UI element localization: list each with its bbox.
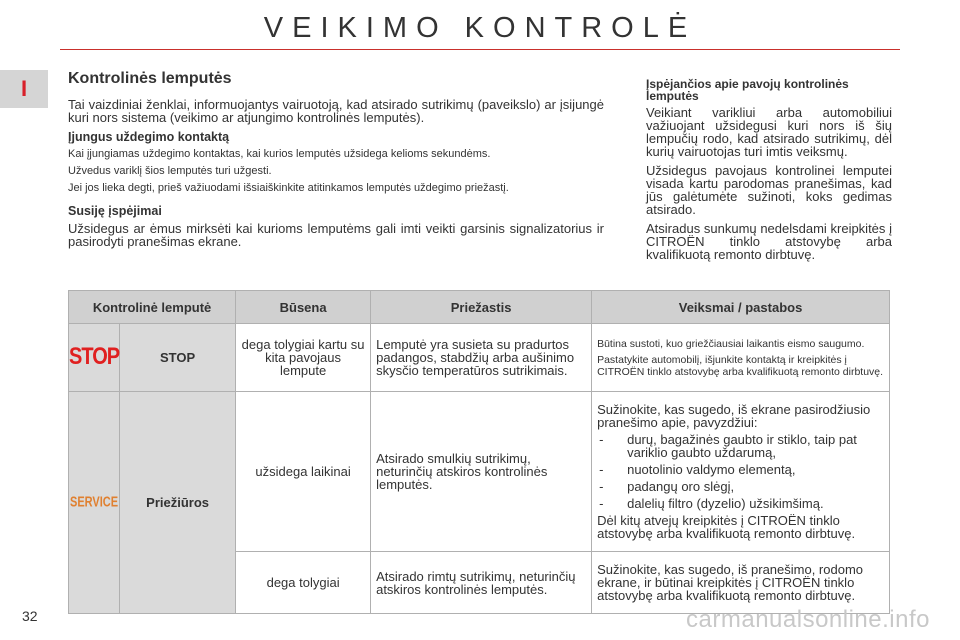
- page-number: 32: [22, 608, 38, 624]
- service-warning-icon: SERVICE: [70, 495, 119, 511]
- list-item: - dalelių filtro (dyzelio) užsikimšimą.: [597, 497, 884, 510]
- warning-lamp-table: [68, 290, 890, 614]
- intro-text: Tai vaizdiniai ženklai, informuojantys vairuotoją, kad atsirado sutrikimų (paveikslo) ar įsijungė kuri nors sistema (veikimo ar atjungimo kontrolinės lemputės).: [68, 97, 604, 125]
- lamp-action: [592, 392, 890, 552]
- action-list: [597, 433, 884, 510]
- table-header-row: [69, 291, 890, 324]
- lamp-action: Sužinokite, kas sugedo, iš pranešimo, rodomo ekrane, ir būtinai kreipkitės į CITROËN tinklo atstovybę arba kvalifikuotą remonto dirbtuvę.: [592, 552, 890, 614]
- alert-info-paragraph: Užsidegus pavojaus kontrolinei lemputei visada kartu parodomas pranešimas, kad jūs galėtumėte sužinoti, koks gedimas atsirado.: [646, 163, 892, 217]
- stop-lamp-cell: [69, 324, 120, 392]
- lamp-cause: Atsirado smulkių sutrikimų, neturinčių atskiros kontrolinės lemputės.: [371, 392, 592, 552]
- table-row-stop: [69, 324, 890, 392]
- ignition-line: Kai įjungiamas uždegimo kontaktas, kai kurios lemputės užsidega kelioms sekundėms.: [68, 148, 491, 160]
- ignition-line: Užvedus variklį šios lemputės turi užgesti.: [68, 165, 272, 177]
- stop-warning-icon: STOP: [69, 343, 120, 370]
- lamp-cause: Lemputė yra susieta su pradurtos padangos, stabdžių arba aušinimo skysčio temperatūros sutrikimais.: [371, 324, 592, 392]
- action-intro: Sužinokite, kas sugedo, iš ekrane pasirodžiusio pranešimo apie, pavyzdžiui:: [597, 402, 871, 430]
- table-row-service-temporary: [69, 392, 890, 552]
- chapter-tab: [0, 70, 48, 108]
- title-divider: [60, 49, 900, 50]
- list-item: - nuotolinio valdymo elementą,: [597, 463, 884, 476]
- action-text: Būtina sustoti, kuo griežčiausiai laikantis eismo saugumo.: [597, 337, 865, 350]
- lamp-cause: Atsirado rimtų sutrikimų, neturinčių atskiros kontrolinės lemputės.: [371, 552, 592, 614]
- intro-heading: Kontrolinės lemputės: [68, 70, 232, 87]
- chapter-tab-label: I: [20, 76, 28, 101]
- lamp-name: Priežiūros: [120, 392, 236, 614]
- alert-info-heading: Įspėjančios apie pavojų kontrolinės lemputės: [646, 77, 849, 103]
- lamp-state: dega tolygiai kartu su kita pavojaus lempute: [236, 324, 371, 392]
- warning-text: Užsidegus ar ėmus mirksėti kai kurioms lemputėms gali imti veikti garsinis signalizatorius ir pasirodyti pranešimas ekrane.: [68, 221, 604, 249]
- service-lamp-cell: [69, 392, 120, 614]
- list-item: - padangų oro slėgį,: [597, 480, 884, 493]
- page-title: VEIKIMO KONTROLĖ: [263, 12, 697, 44]
- alert-info-paragraph: Veikiant varikliui arba automobiliui važiuojant užsidegusi kuri nors iš šių lempučių rodo, kad atsirado sutrikimų, dėl kurių vairuotojas turi imtis veiksmų.: [646, 105, 892, 159]
- header-action: Veiksmai / pastabos: [592, 291, 890, 324]
- watermark: carmanualsonline.info: [686, 606, 930, 633]
- lamp-state: užsidega laikinai: [236, 392, 371, 552]
- ignition-heading: Įjungus uždegimo kontaktą: [68, 130, 230, 144]
- lamp-name: STOP: [120, 324, 236, 392]
- header-state: Būsena: [236, 291, 371, 324]
- ignition-line: Jei jos lieka degti, prieš važiuodami išsiaiškinkite atitinkamos lemputės uždegimo priežastį.: [68, 182, 509, 194]
- action-text: Pastatykite automobilį, išjunkite kontaktą ir kreipkitės į CITROËN tinklo atstovybę arba kvalifikuotą remonto dirbtuvę.: [597, 353, 884, 378]
- lamp-state: dega tolygiai: [236, 552, 371, 614]
- header-cause: Priežastis: [371, 291, 592, 324]
- warning-heading: Susiję įspėjimai: [68, 204, 162, 218]
- alert-info-paragraph: Atsiradus sunkumų nedelsdami kreipkitės į CITROËN tinklo atstovybę arba kvalifikuotą remonto dirbtuvę.: [646, 221, 892, 262]
- lamp-action: [592, 324, 890, 392]
- intro-section: [68, 70, 604, 254]
- alert-info-box: [646, 78, 892, 267]
- list-item: - durų, bagažinės gaubto ir stiklo, taip pat variklio gaubto uždarumą,: [597, 433, 884, 459]
- header-lamp: Kontrolinė lemputė: [69, 291, 236, 324]
- action-outro: Dėl kitų atvejų kreipkitės į CITROËN tinklo atstovybę arba kvalifikuotą remonto dirbtuvę.: [597, 513, 856, 541]
